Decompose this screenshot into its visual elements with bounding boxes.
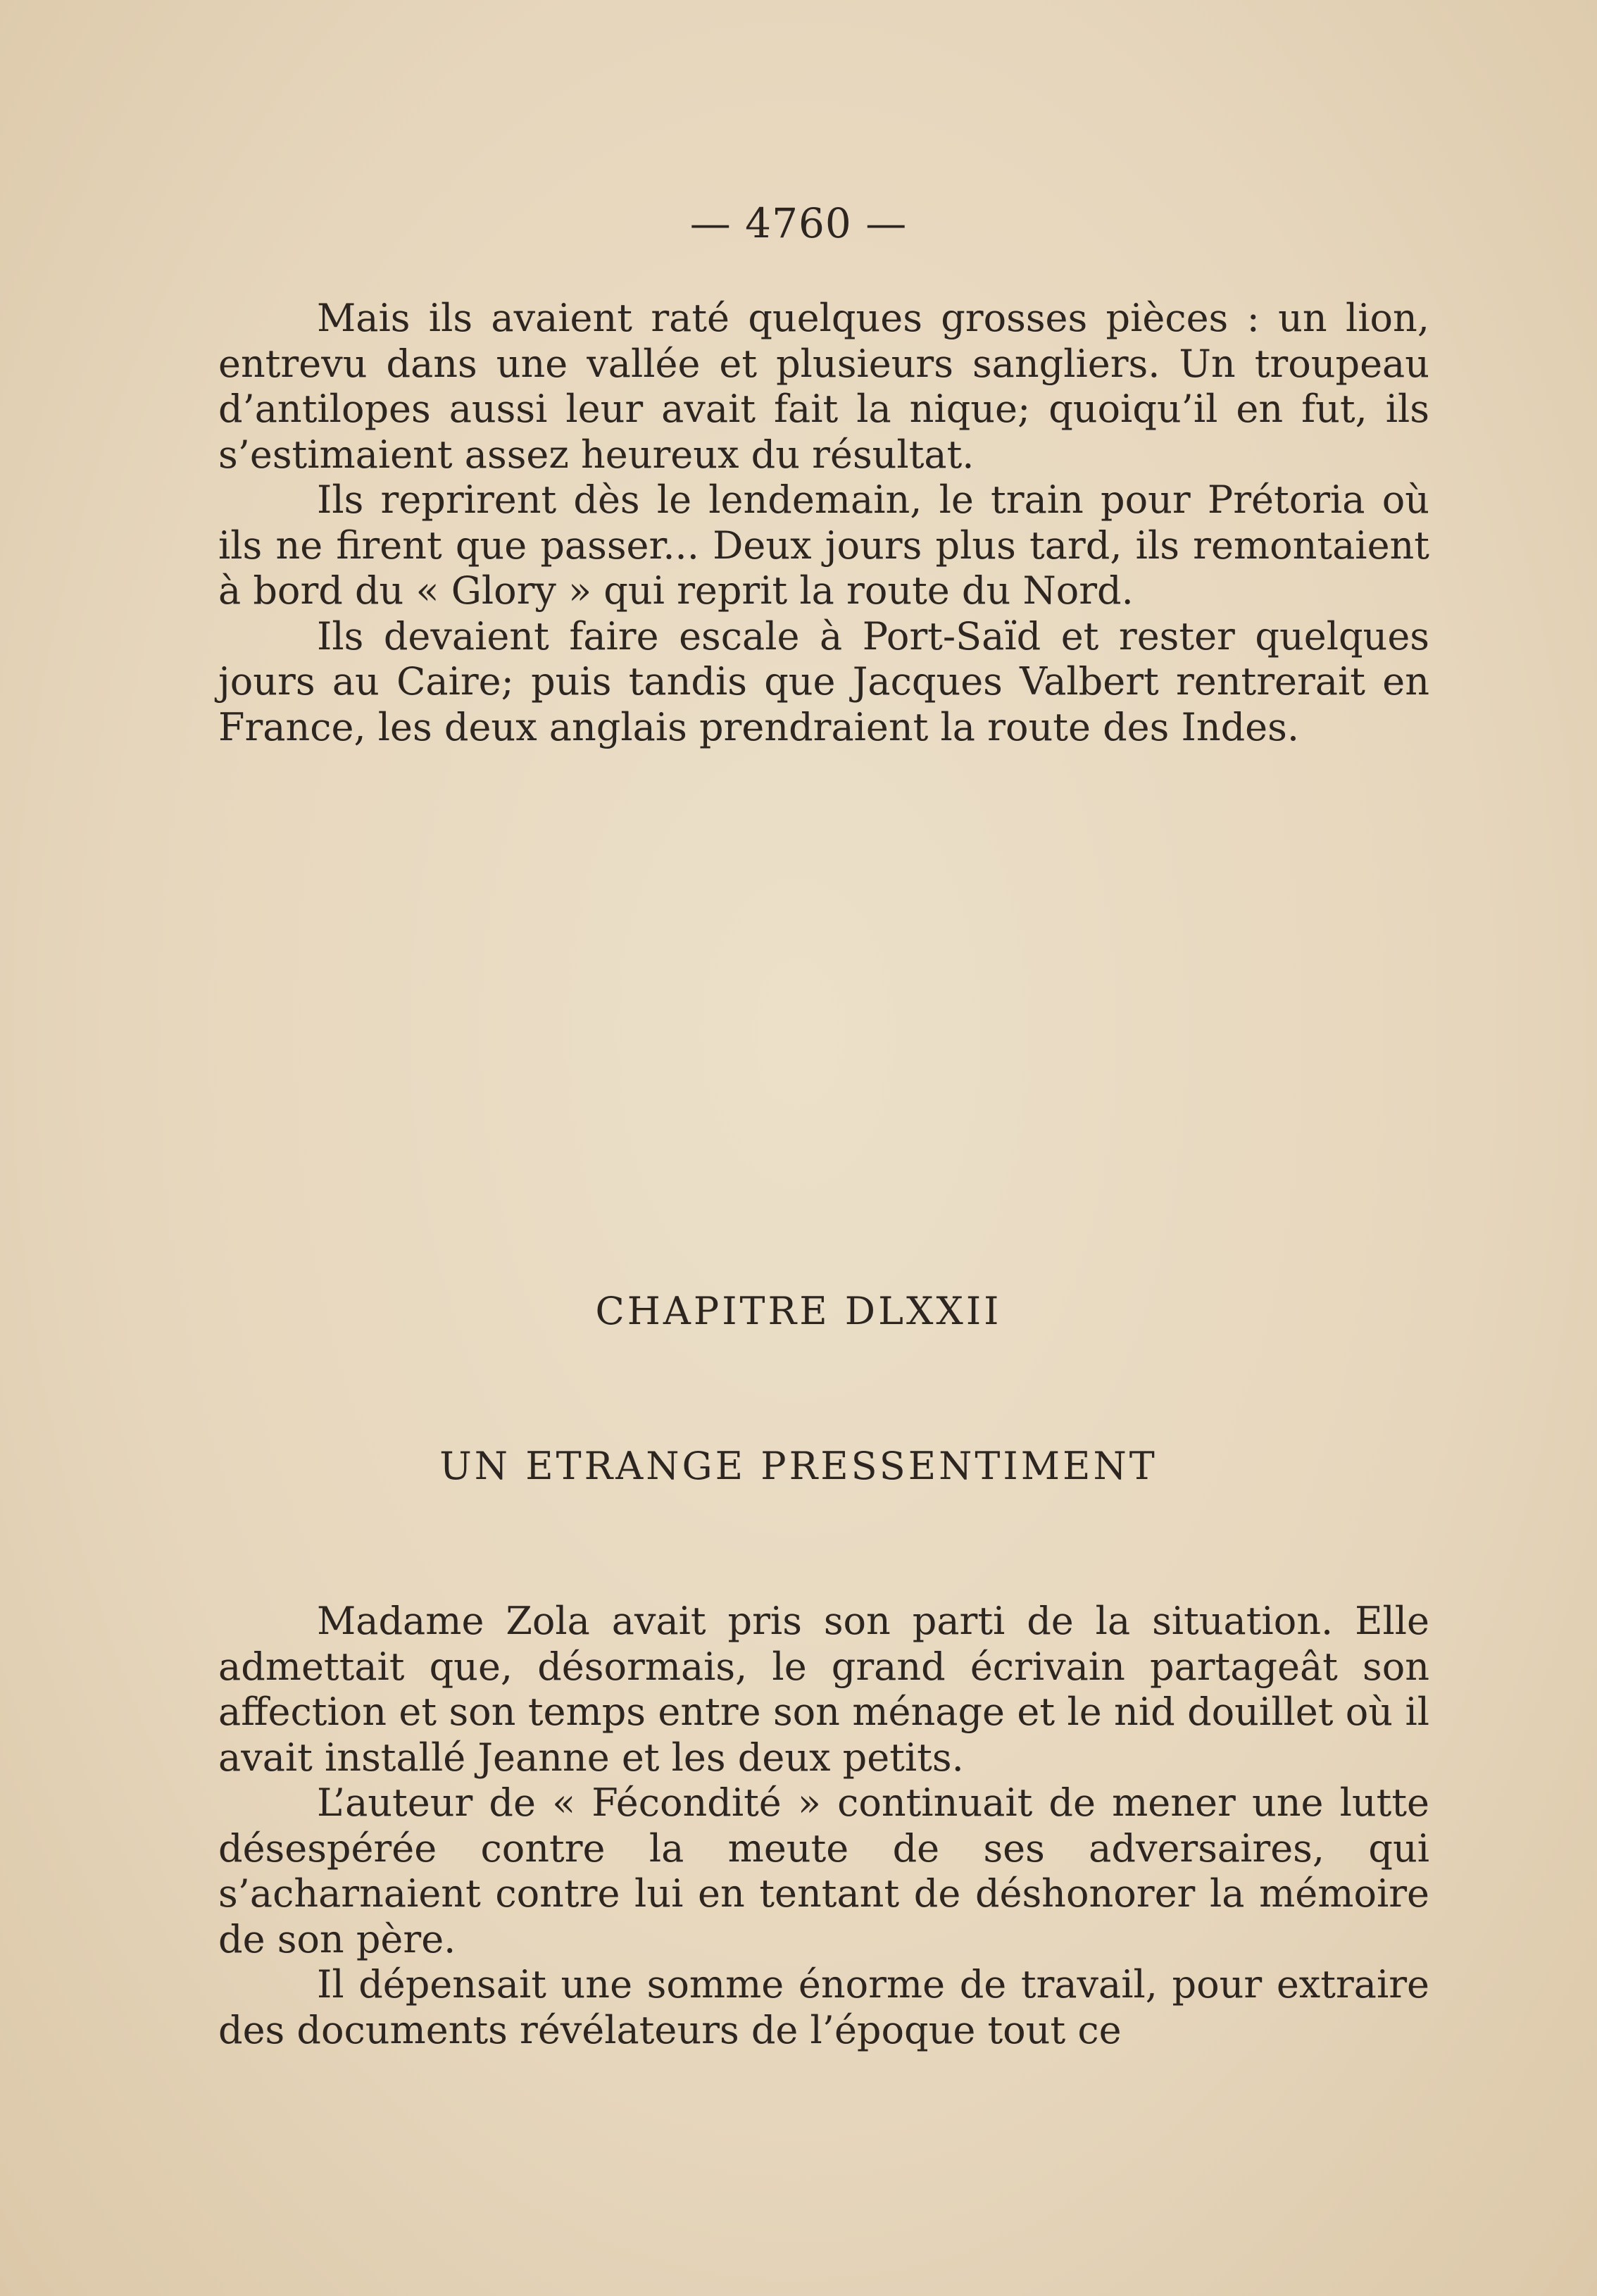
paragraph: Ils devaient faire escale à Port-Saïd et rester quelques jours au Caire; puis tandis que Jacques Valbert rentrerait en France, les deux anglais prendraient la route des Indes. bbox=[218, 613, 1429, 749]
chapter-subtitle: UN ETRANGE PRESSENTIMENT bbox=[439, 1444, 1158, 1488]
paragraph: Ils reprirent dès le lendemain, le train pour Prétoria où ils ne firent que passer... Deux jours plus tard, ils remontaient à bord du « Glory » qui reprit la route du Nord. bbox=[218, 478, 1429, 613]
paragraph: Madame Zola avait pris son parti de la situation. Elle admettait que, désormais, le grand écrivain partageât son affection et son temps entre son ménage et le nid douillet où il avait installé Jeanne et les deux petits. bbox=[218, 1599, 1429, 1780]
paragraph: L’auteur de « Fécondité » continuait de mener une lutte désespérée contre la meute de ses adversaires, qui s’acharnaient contre lui en tentant de déshonorer la mémoire de son père. bbox=[218, 1780, 1429, 1961]
bottom-text-block bbox=[218, 1599, 1429, 2053]
chapter-title: CHAPITRE DLXXII bbox=[595, 1289, 1002, 1333]
top-text-block bbox=[218, 296, 1429, 750]
page-number: — 4760 — bbox=[689, 199, 908, 247]
paragraph: Il dépensait une somme énorme de travail, pour extraire des documents révélateurs de l’époque tout ce bbox=[218, 1962, 1429, 2052]
paragraph: Mais ils avaient raté quelques grosses pièces : un lion, entrevu dans une vallée et plusieurs sangliers. Un troupeau d’antilopes aussi leur avait fait la nique; quoiqu’il en fut, ils s’estimaient assez heureux du résultat. bbox=[218, 296, 1429, 477]
